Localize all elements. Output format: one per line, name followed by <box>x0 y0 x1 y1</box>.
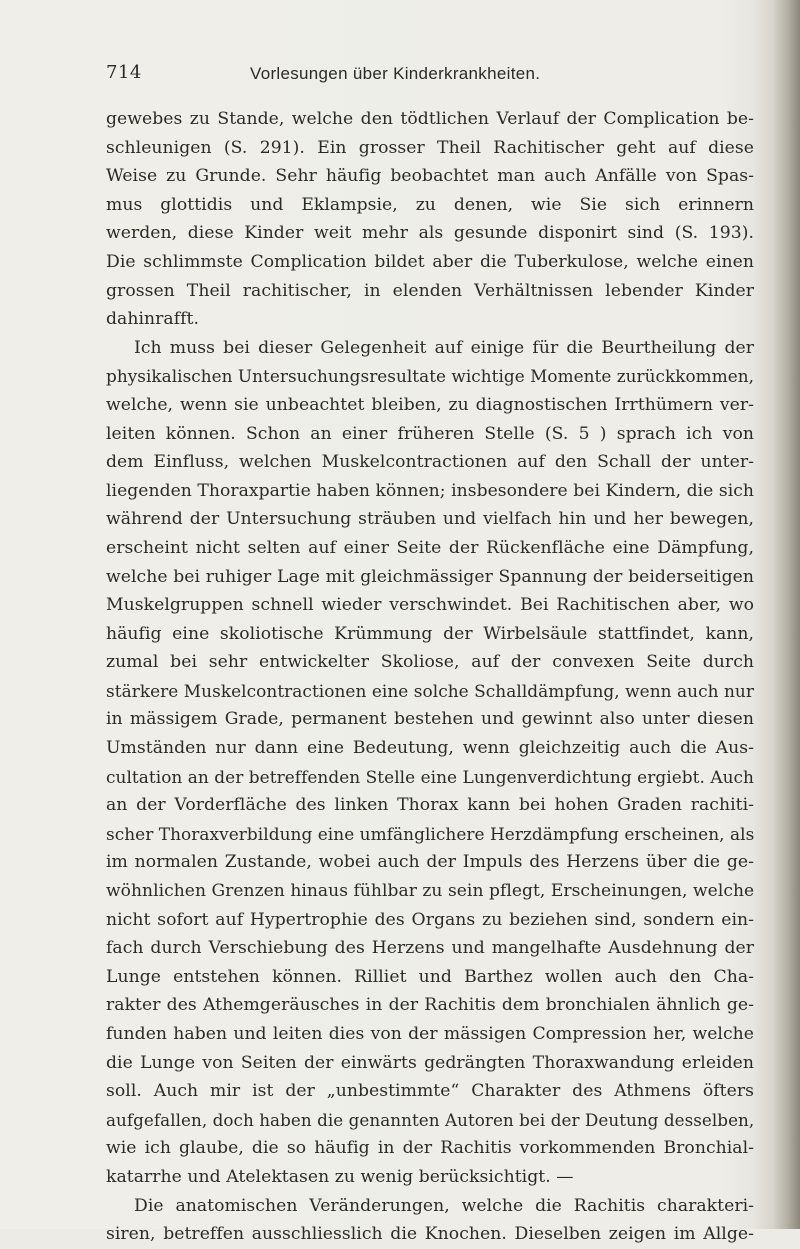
text-line: cultation an der betreffenden Stelle eine Lungenverdichtung ergiebt. Auch <box>106 766 754 787</box>
text-line: an der Vorderfläche des linken Thorax kann bei hohen Graden rachiti- <box>106 795 754 816</box>
text-line: leiten können. Schon an einer früheren Stelle (S. 5 ) sprach ich von <box>106 423 754 444</box>
text-line: häufig eine skoliotische Krümmung der Wirbelsäule stattfindet, kann, <box>106 623 754 644</box>
text-line: dem Einfluss, welchen Muskelcontractionen auf den Schall der unter- <box>106 452 754 473</box>
text-line: während der Untersuchung sträuben und vielfach hin und her bewegen, <box>106 509 754 530</box>
text-line: zumal bei sehr entwickelter Skoliose, auf der convexen Seite durch <box>106 652 754 673</box>
text-line: siren, betreffen ausschliesslich die Knochen. Dieselben zeigen im Allge- <box>106 1224 754 1245</box>
text-line: mus glottidis und Eklampsie, zu denen, wie Sie sich erinnern <box>106 194 754 215</box>
page-binding-shadow <box>754 0 800 1229</box>
text-line: werden, diese Kinder weit mehr als gesunde disponirt sind (S. 193). <box>106 223 754 244</box>
text-line: wöhnlichen Grenzen hinaus fühlbar zu sein pflegt, Erscheinungen, welche <box>106 881 755 902</box>
running-head <box>0 62 800 92</box>
text-line: aufgefallen, doch haben die genannten Autoren bei der Deutung desselben, <box>106 1109 755 1130</box>
text-line: fach durch Verschiebung des Herzens und mangelhafte Ausdehnung der <box>106 938 754 959</box>
text-line: im normalen Zustande, wobei auch der Impuls des Herzens über die ge- <box>106 852 754 873</box>
text-line: in mässigem Grade, permanent bestehen und gewinnt also unter diesen <box>106 709 754 730</box>
text-line: schleunigen (S. 291). Ein grosser Theil Rachitischer geht auf diese <box>106 137 754 158</box>
text-line: liegenden Thoraxpartie haben können; insbesondere bei Kindern, die sich <box>106 480 754 501</box>
text-line: Ich muss bei dieser Gelegenheit auf einige für die Beurtheilung der <box>134 337 754 358</box>
text-line: Weise zu Grunde. Sehr häufig beobachtet man auch Anfälle von Spas- <box>106 166 754 187</box>
text-line: wie ich glaube, die so häufig in der Rachitis vorkommenden Bronchial- <box>106 1138 754 1159</box>
text-line: Die anatomischen Veränderungen, welche die Rachitis charakteri- <box>134 1195 754 1216</box>
text-line: Lunge entstehen können. Rilliet und Barthez wollen auch den Cha- <box>106 966 754 987</box>
text-line: katarrhe und Atelektasen zu wenig berücksichtigt. — <box>106 1166 574 1187</box>
text-line: welche bei ruhiger Lage mit gleichmässiger Spannung der beiderseitigen <box>106 566 754 587</box>
text-line: funden haben und leiten dies von der mässigen Compression her, welche <box>106 1024 754 1044</box>
text-line: gewebes zu Stande, welche den tödtlichen Verlauf der Complication be- <box>106 109 754 129</box>
body-text <box>106 105 754 1249</box>
text-line: grossen Theil rachitischer, in elenden Verhältnissen lebender Kinder <box>106 280 754 301</box>
text-line: Umständen nur dann eine Bedeutung, wenn gleichzeitig auch die Aus- <box>106 738 754 759</box>
text-line: dahinrafft. <box>106 309 199 330</box>
text-line: Die schlimmste Complication bildet aber die Tuberkulose, welche einen <box>106 251 754 272</box>
text-line: soll. Auch mir ist der „unbestimmte“ Charakter des Athmens öfters <box>106 1081 754 1102</box>
text-line: nicht sofort auf Hypertrophie des Organs zu beziehen sind, sondern ein- <box>106 909 754 930</box>
text-line: rakter des Athemgeräusches in der Rachitis dem bronchialen ähnlich ge- <box>106 995 754 1016</box>
running-head-title: Vorlesungen über Kinderkrankheiten. <box>250 64 541 83</box>
text-line: welche, wenn sie unbeachtet bleiben, zu diagnostischen Irrthümern ver- <box>106 394 754 415</box>
text-line: physikalischen Untersuchungsresultate wichtige Momente zurückkommen, <box>106 366 754 387</box>
text-line: scher Thoraxverbildung eine umfänglichere Herzdämpfung erscheinen, als <box>106 823 755 844</box>
page-number: 714 <box>106 62 142 83</box>
text-line: die Lunge von Seiten der einwärts gedrängten Thoraxwandung erleiden <box>106 1052 754 1073</box>
text-line: erscheint nicht selten auf einer Seite der Rückenfläche eine Dämpfung, <box>106 537 754 558</box>
text-line: Muskelgruppen schnell wieder verschwindet. Bei Rachitischen aber, wo <box>106 595 754 616</box>
text-line: stärkere Muskelcontractionen eine solche Schalldämpfung, wenn auch nur <box>106 680 754 701</box>
